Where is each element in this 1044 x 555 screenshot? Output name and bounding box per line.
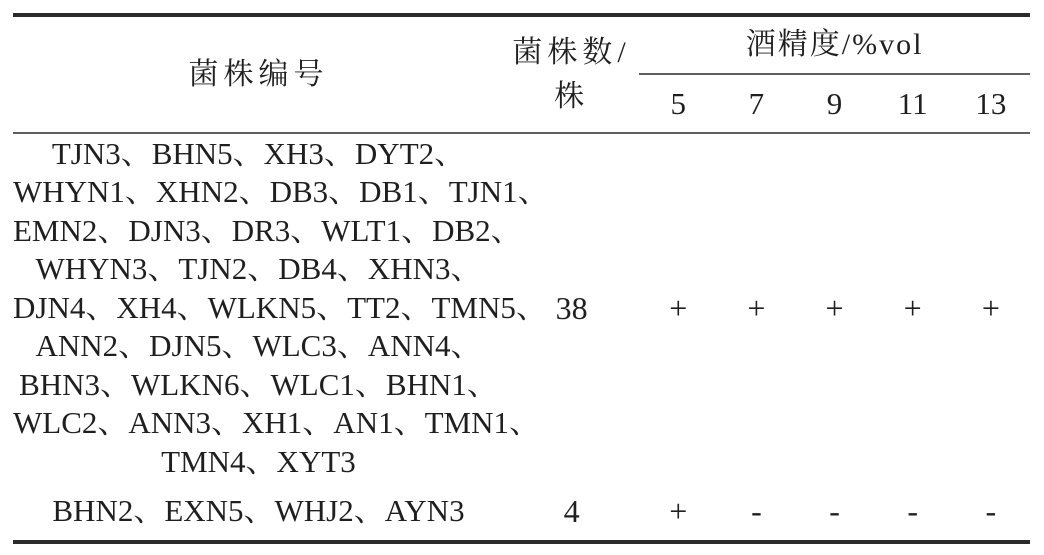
table-row: [13, 482, 1030, 542]
result-5vol: +: [669, 493, 688, 529]
result-9vol: +: [825, 290, 844, 326]
result-13vol: -: [985, 493, 997, 529]
strain-alcohol-tolerance-table: [13, 13, 1030, 544]
header-strain-count-line2: 株: [554, 79, 590, 113]
strain-id-list: BHN2、EXN5、WHJ2、AYN3: [52, 492, 465, 528]
header-strain-count-line1: 菌株数/: [512, 35, 631, 69]
strain-count-value: 4: [563, 493, 580, 529]
header-alcohol-level-5: 5: [639, 74, 717, 133]
result-7vol: -: [751, 493, 762, 529]
header-alcohol-level-7: 7: [717, 74, 795, 133]
header-alcohol-level-9: 9: [795, 74, 873, 133]
header-row-group: [13, 15, 1030, 74]
result-11vol: +: [903, 290, 922, 326]
header-strain-id: 菌株编号: [13, 15, 504, 133]
result-11vol: -: [907, 493, 919, 529]
table-row: [13, 133, 1030, 482]
strain-count-value: 38: [555, 290, 588, 326]
result-7vol: +: [747, 290, 766, 326]
strain-id-list: TJN3、BHN5、XH3、DYT2、 WHYN1、XHN2、DB3、DB1、TJN1、 EMN2、DJN3、DR3、WLT1、DB2、 WHYN3、TJN2、DB4、XHN3、 DJN4、XH4、WLKN5、TT2、TMN5、 ANN2、DJN5、WLC3、ANN4、 BHN3、WLKN6、WLC1、BHN1、 WLC2、ANN3、XH1、AN1、TMN1、 TMN4、XYT3: [13, 135, 549, 479]
result-13vol: +: [981, 290, 1000, 326]
result-5vol: +: [669, 290, 688, 326]
header-alcohol-group: 酒精度/%vol: [639, 15, 1030, 74]
header-alcohol-level-11: 11: [874, 74, 952, 133]
result-9vol: -: [829, 493, 840, 529]
header-strain-count: [504, 15, 639, 133]
header-alcohol-level-13: 13: [952, 74, 1030, 133]
